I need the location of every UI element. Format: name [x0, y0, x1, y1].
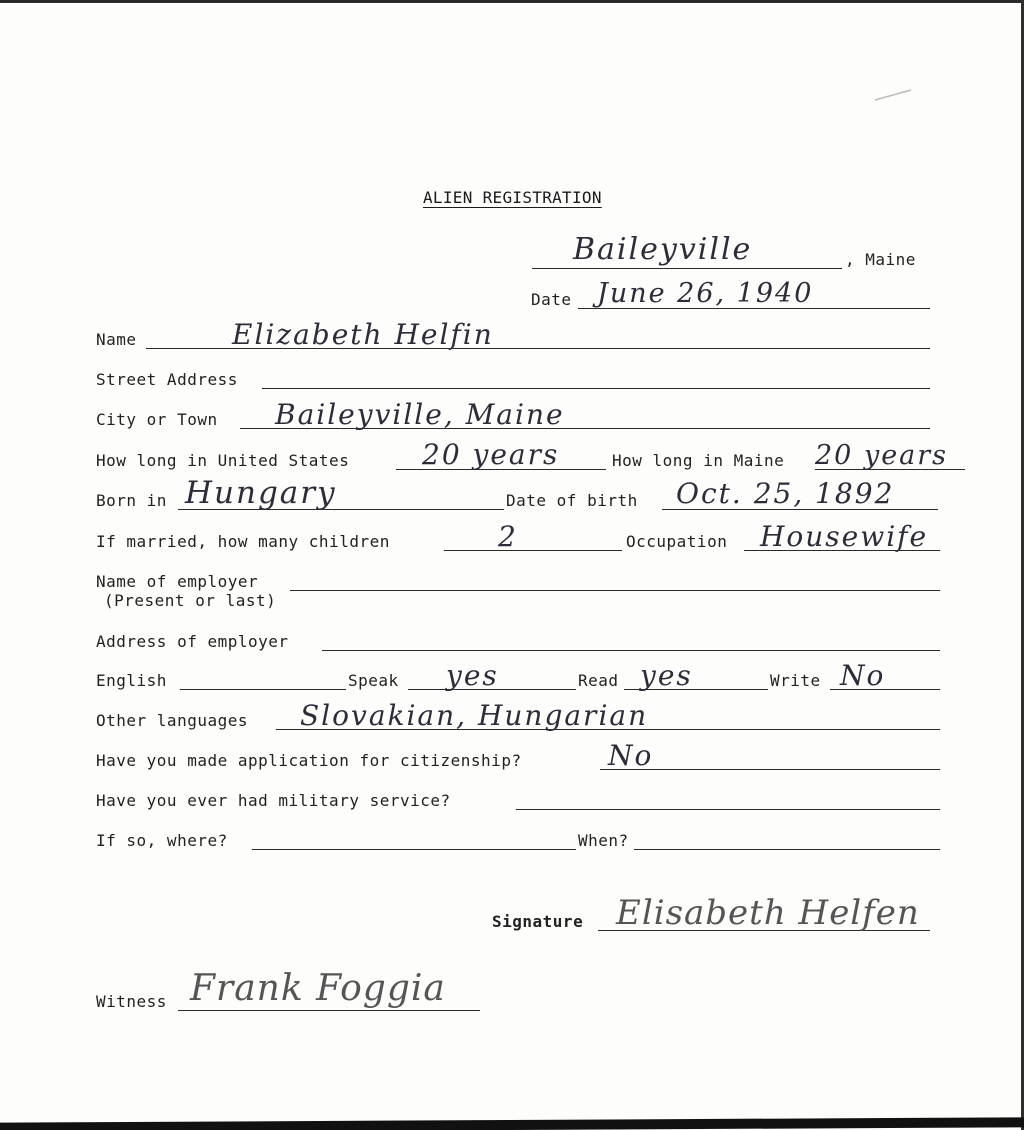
born-in-label: Born in [96, 491, 167, 510]
date-value: June 26, 1940 [597, 278, 814, 309]
page-edge-top [0, 0, 1024, 3]
when-line [634, 849, 940, 850]
street-line [262, 388, 930, 389]
employer-address-line [322, 650, 940, 651]
witness-line [178, 1010, 480, 1011]
employer-address-label: Address of employer [96, 632, 289, 651]
write-value: No [840, 659, 886, 692]
how-long-us-label: How long in United States [96, 451, 350, 470]
where-label: If so, where? [96, 831, 228, 850]
born-in-value: Hungary [185, 475, 337, 511]
town-line [532, 268, 842, 269]
english-label: English [96, 671, 167, 690]
city-label: City or Town [96, 410, 218, 429]
form-title: ALIEN REGISTRATION [423, 188, 602, 207]
when-label: When? [578, 831, 629, 850]
pencil-check-mark [873, 88, 913, 102]
speak-value: yes [446, 659, 499, 692]
occupation-value: Housewife [760, 520, 929, 553]
other-languages-label: Other languages [96, 711, 248, 730]
citizenship-value: No [608, 739, 654, 772]
witness-label: Witness [96, 992, 167, 1011]
signature-label: Signature [492, 912, 584, 931]
date-of-birth-value: Oct. 25, 1892 [676, 477, 895, 510]
employer-line [290, 590, 940, 591]
town-value: Baileyville [573, 232, 753, 267]
read-label: Read [578, 671, 619, 690]
employer-sublabel: (Present or last) [104, 591, 277, 610]
date-of-birth-label: Date of birth [506, 491, 638, 510]
write-label: Write [770, 671, 821, 690]
name-value: Elizabeth Helfin [232, 318, 494, 351]
how-long-maine-value: 20 years [815, 440, 949, 471]
read-value: yes [640, 659, 693, 692]
occupation-label: Occupation [626, 532, 728, 551]
other-languages-value: Slovakian, Hungarian [300, 699, 649, 732]
page-edge-bottom [0, 1117, 1024, 1130]
military-label: Have you ever had military service? [96, 791, 451, 810]
street-label: Street Address [96, 370, 238, 389]
signature-value: Elisabeth Helfen [616, 893, 920, 933]
witness-signature: Frank Foggia [190, 968, 446, 1009]
employer-label: Name of employer [96, 572, 259, 591]
how-long-us-value: 20 years [422, 438, 560, 471]
city-value: Baileyville, Maine [275, 398, 565, 431]
maine-label: , Maine [845, 250, 916, 269]
speak-label: Speak [348, 671, 399, 690]
where-line [252, 849, 576, 850]
date-label: Date [531, 290, 572, 309]
children-line [444, 550, 622, 551]
how-long-maine-label: How long in Maine [612, 451, 785, 470]
children-label: If married, how many children [96, 532, 390, 551]
children-value: 2 [498, 520, 518, 553]
english-line [180, 689, 346, 690]
military-line [516, 809, 940, 810]
citizenship-label: Have you made application for citizenship? [96, 751, 522, 770]
name-label: Name [96, 330, 137, 349]
